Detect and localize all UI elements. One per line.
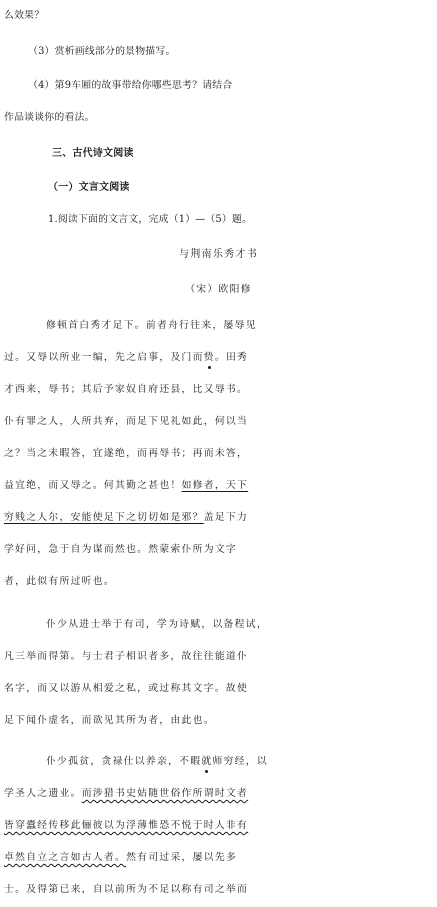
essay-line [4,711,437,731]
essay-line [4,784,437,804]
essay-text: 士。及得第已来，自以前所为不足以称有司之举而 [4,884,249,895]
emphasis-dot-word: 就 [201,756,213,767]
essay-line [46,316,437,336]
essay-text: 师穷经，以 [212,756,268,767]
section-subtitle: （一）文言文阅读 [48,182,130,193]
essay-text: 名字，而又以游从相爱之私，或过称其文字。故使 [4,683,249,694]
underlined-sentence: 穷贱之人尔，安能使足下之切切如是邪？ [4,512,204,523]
question-3: （3）赏析画线部分的景物描写。 [28,46,176,57]
emphasis-dot-word: 贽 [203,352,215,363]
wavy-underlined-sentence: 而涉猎书史姑随世俗作所谓时文者 [81,788,249,799]
essay-line [4,380,437,400]
essay-author: （宋）欧阳修 [185,284,252,295]
essay-text: 足下闻仆虚名，而欲见其所为者，由此也。 [4,715,215,726]
essay-text: 然有司过采，屡以先多 [126,852,238,863]
question-4-line-2: 作品谈谈你的看法。 [4,112,95,123]
instruction: 1.阅读下面的文言文，完成（1）—（5）题。 [48,214,253,225]
essay-text: 过。又辱以所业一编，先之启事，及门而 [4,352,204,363]
essay-text: 修顿首白秀才足下。前者舟行往来，屡辱见 [46,320,257,331]
essay-line [4,880,437,900]
essay-text: 仆少从进士举于有司，学为诗赋，以备程试， [46,619,268,630]
essay-line [4,444,437,464]
underlined-sentence: 如修者，天下 [181,480,249,491]
essay-text: 才西来，辱书；其后予家奴自府还县，比又辱书。 [4,384,249,395]
essay-text: 之？当之未暇答，宜遂绝，而再辱书；再而未答， [4,448,249,459]
essay-title: 与荆南乐秀才书 [178,249,259,260]
essay-line [4,848,437,868]
essay-line [4,647,437,667]
essay-line [46,752,437,772]
essay-line [4,508,437,528]
question-4-line-1: （4）第9车厢的故事带给你哪些思考？请结合 [28,80,233,91]
essay-line [4,816,437,836]
essay-line [4,540,437,560]
question-2-tail: 么效果？ [4,10,45,21]
essay-text: 仆少孤贫，贪禄仕以养亲，不暇 [46,756,202,767]
essay-text: 者，此似有所过听也。 [4,576,115,587]
essay-line [4,572,437,592]
essay-line [4,412,437,432]
wavy-underlined-sentence: 皆穿蠹经传移此俪彼以为浮薄惟恐不悦于时人非有 [4,820,249,831]
wavy-underlined-sentence: 卓然自立之言如古人者。 [4,852,127,863]
essay-text: 学圣人之遗业。 [4,788,82,799]
essay-line [4,679,437,699]
section-title: 三、古代诗文阅读 [52,148,134,159]
essay-text: 。田秀 [214,352,249,363]
essay-line [4,348,437,368]
essay-text: 盖足下力 [203,512,249,523]
essay-line [46,615,437,635]
essay-line [4,476,437,496]
essay-text: 益宜绝，而又辱之。何其勤之甚也！ [4,480,182,491]
essay-text: 仆有罪之人，人所共弃，而足下见礼如此，何以当 [4,416,249,427]
essay-text: 学好问，急于自为谋而然也。然蒙索仆所为文字 [4,544,238,555]
essay-text: 凡三举而得第。与士君子相识者多，故往往能道仆 [4,651,249,662]
